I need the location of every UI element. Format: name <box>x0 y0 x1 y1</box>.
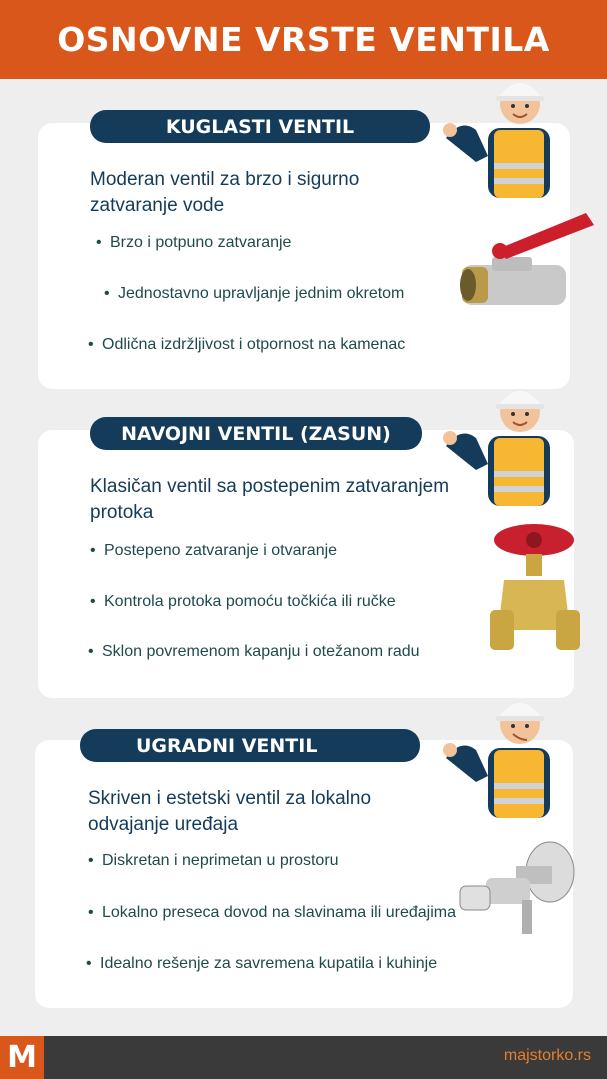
built-in-valve-image <box>456 838 580 938</box>
worker-illustration <box>436 688 566 818</box>
gate-valve-image <box>486 520 586 660</box>
list-item: • Postepeno zatvaranje i otvaranje <box>90 542 338 559</box>
section-subtitle: Klasičan ventil sa postepenim zatvaranjem protoka <box>90 476 450 523</box>
list-item: • Diskretan i neprimetan u prostoru <box>88 852 339 869</box>
site-logo: M <box>0 1036 44 1079</box>
ball-valve-image <box>458 205 598 317</box>
list-item: • Odlična izdržljivost i otpornost na kamenac <box>88 336 406 353</box>
list-item: • Jednostavno upravljanje jednim okretom <box>104 285 405 302</box>
list-item: • Sklon povremenom kapanju i otežanom radu <box>88 643 420 660</box>
list-item: • Idealno rešenje za savremena kupatila i kuhinje <box>86 955 438 972</box>
list-item: • Lokalno preseca dovod na slavinama ili uređajima <box>88 904 456 921</box>
list-item: • Kontrola protoka pomoću točkića ili ručke <box>90 593 396 610</box>
section-heading: KUGLASTI VENTIL <box>90 110 430 143</box>
worker-illustration <box>436 68 566 198</box>
site-url[interactable]: majstorko.rs <box>503 1047 591 1064</box>
page-title: OSNOVNE VRSTE VENTILA <box>57 20 550 59</box>
section-heading: UGRADNI VENTIL <box>80 729 420 762</box>
worker-illustration <box>436 376 566 506</box>
section-heading: NAVOJNI VENTIL (ZASUN) <box>90 417 422 450</box>
list-item: • Brzo i potpuno zatvaranje <box>96 234 292 251</box>
section-subtitle: Skriven i estetski ventil za lokalno odvajanje uređaja <box>88 788 372 835</box>
section-subtitle: Moderan ventil za brzo i sigurno zatvaranje vode <box>90 169 360 216</box>
